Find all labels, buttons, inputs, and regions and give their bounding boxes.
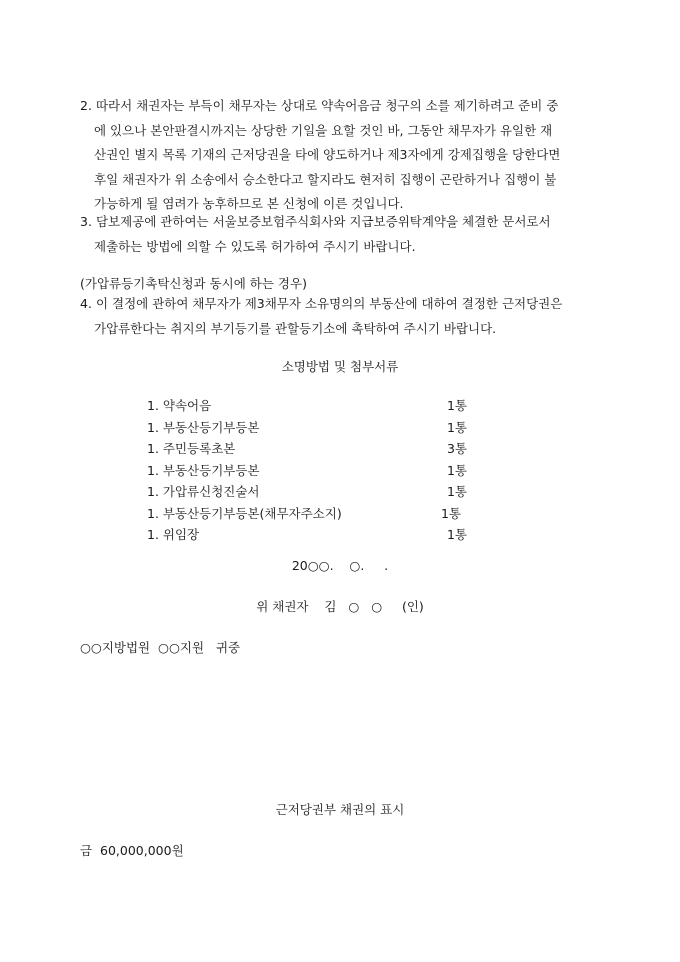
paragraph-4-line-1: 4. 이 결정에 관하여 채무자가 제3채무자 소유명의의 부동산에 대하여 결정한 근저당권은: [80, 292, 600, 317]
attachment-label: 1. 부동산등기부등본: [147, 462, 260, 478]
paragraph-3-line-1: 3. 담보제공에 관하여는 서울보증보험주식회사와 지급보증위탁계약을 체결한 문서로서: [80, 210, 600, 235]
attachment-item: [147, 524, 467, 546]
paragraph-3-number: 3.: [80, 214, 92, 229]
paragraph-4-number: 4.: [80, 296, 92, 311]
attachments-list: [147, 395, 467, 546]
paragraph-3-line-2: 제출하는 방법에 의할 수 있도록 허가하여 주시기 바랍니다.: [94, 238, 416, 254]
paragraph-2: [80, 94, 600, 217]
attachment-item: [147, 417, 467, 439]
paragraph-3: [80, 210, 600, 259]
attachment-label: 1. 부동산등기부등본: [147, 419, 260, 435]
paragraph-2-line-3: 산권인 별지 목록 기재의 근저당권을 타에 양도하거나 제3자에게 강제집행을 당한다면: [94, 147, 561, 162]
claim-amount: 금 60,000,000원: [80, 843, 184, 858]
paragraph-4-line-2: 가압류한다는 취지의 부기등기를 관할등기소에 촉탁하여 주시기 바랍니다.: [94, 320, 497, 336]
attachment-count: 3통: [446, 441, 467, 456]
attachment-item: [147, 481, 467, 503]
attachment-count: 1통: [440, 505, 461, 521]
court-addressee: ○○지방법원 ○○지원 귀중: [80, 640, 241, 655]
paragraph-2-line-2: 에 있으나 본안판결시까지는 상당한 기일을 요할 것인 바, 그동안 채무자가 유일한 재: [94, 122, 553, 138]
paragraph-2-number: 2.: [80, 98, 92, 113]
attachments-title: 소명방법 및 첨부서류: [281, 359, 399, 374]
attachment-item: [147, 503, 467, 525]
claim-section-title: 근저당권부 채권의 표시: [275, 802, 405, 817]
paragraph-2-line-1: 2. 따라서 채권자는 부득이 채무자는 상대로 약속어음금 청구의 소를 제기하려고 준비 중: [80, 94, 600, 119]
attachment-label: 1. 부동산등기부등본(채무자주소지): [147, 505, 342, 521]
attachment-item: [147, 460, 467, 482]
attachment-count: 1통: [446, 419, 467, 435]
attachment-item: [147, 395, 467, 417]
attachment-label: 1. 주민등록초본: [147, 441, 236, 456]
note-condition: (가압류등기촉탁신청과 동시에 하는 경우): [80, 276, 307, 291]
paragraph-4: [80, 292, 600, 341]
attachment-count: 1통: [446, 527, 467, 542]
attachment-label: 1. 약속어음: [147, 398, 212, 413]
paragraph-2-line-5: 가능하게 될 염려가 농후하므로 본 신청에 이른 것입니다.: [94, 196, 404, 211]
paragraph-2-line-4: 후일 채권자가 위 소송에서 승소한다고 할지라도 현저히 집행이 곤란하거나 집행이 불: [94, 171, 557, 187]
attachment-label: 1. 가압류신청진술서: [147, 484, 260, 499]
attachment-count: 1통: [446, 462, 467, 478]
filing-date: 20○○. ○. .: [291, 558, 389, 573]
attachment-label: 1. 위임장: [147, 527, 200, 542]
attachment-count: 1통: [446, 484, 467, 499]
creditor-signature: 위 채권자 김 ○ ○ (인): [256, 599, 424, 614]
attachment-item: [147, 438, 467, 460]
attachment-count: 1통: [446, 398, 467, 413]
